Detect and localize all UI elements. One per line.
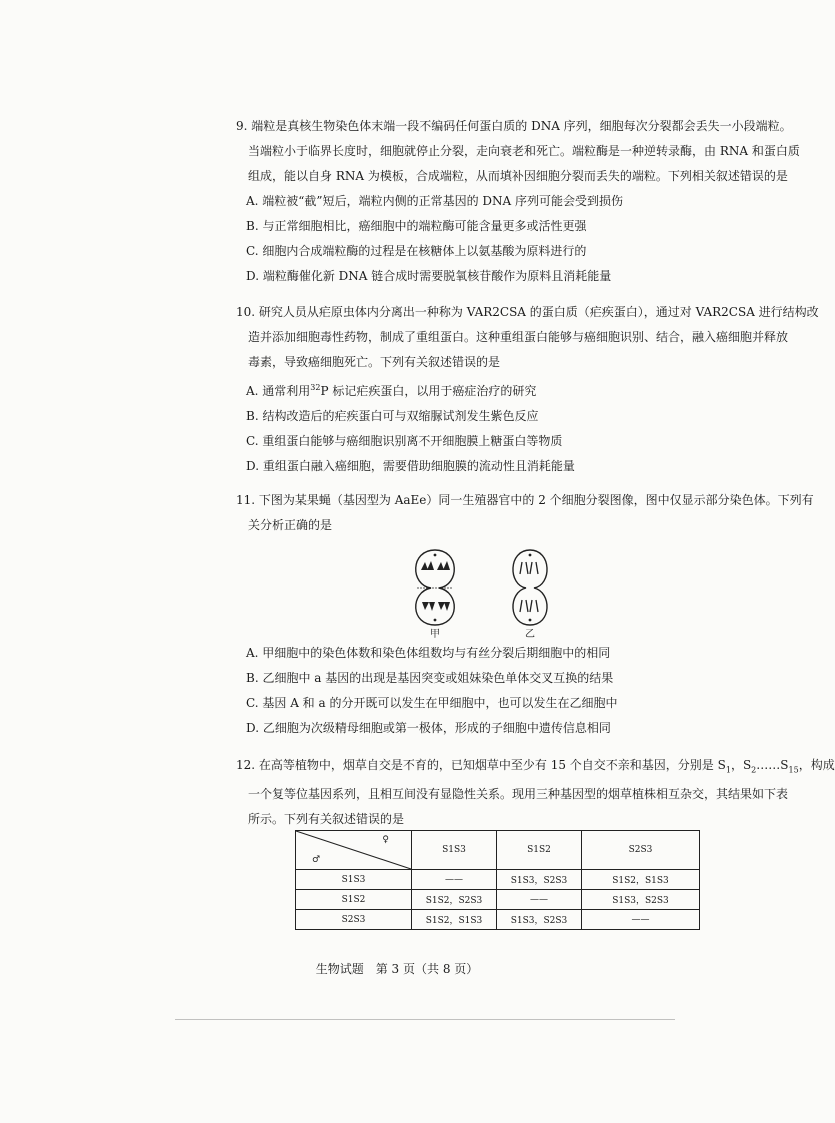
- cell-jia: [416, 550, 455, 625]
- q12-stem-line-1: [236, 753, 835, 782]
- question-12: [236, 753, 835, 832]
- row-header: S1S3: [296, 870, 412, 890]
- table-cell: ——: [497, 890, 582, 910]
- q10-stem-line-1: 10. 研究人员从疟原虫体内分离出一种称为 VAR2CSA 的蛋白质（疟疾蛋白），通过对 VAR2CSA 进行结构改: [236, 305, 819, 319]
- figure-label-yi: 乙: [525, 629, 535, 640]
- table-cell: S1S2，S2S3: [412, 890, 497, 910]
- q10-option-b: B. 结构改造后的疟疾蛋白可与双缩脲试剂发生紫色反应: [246, 409, 539, 423]
- q12-stem-line-1-mid: ，S: [730, 758, 752, 772]
- cross-result-table: [295, 830, 700, 930]
- q9-stem-line-2: 当端粒小于临界长度时，细胞就停止分裂，走向衰老和死亡。端粒酶是一种逆转录酶，由 RNA 和蛋白质: [248, 144, 800, 158]
- table-row: [296, 890, 700, 910]
- cell-division-diagram: [405, 540, 565, 640]
- cell-yi: [513, 550, 547, 625]
- table-cell: S1S3，S2S3: [582, 890, 700, 910]
- q11-option-b: B. 乙细胞中 a 基因的出现是基因突变或姐妹染色单体交叉互换的结果: [246, 671, 614, 685]
- table-cell: S1S2，S1S3: [582, 870, 700, 890]
- q11-option-a: A. 甲细胞中的染色体数和染色体组数均与有丝分裂后期细胞中的相同: [246, 646, 611, 660]
- subscript-2: 2: [751, 765, 757, 775]
- figure-label-jia: 甲: [430, 629, 440, 640]
- table-corner-header: [296, 831, 412, 870]
- question-9: [236, 114, 800, 289]
- table-cell: ——: [582, 910, 700, 930]
- q12-stem-line-3: 所示。下列有关叙述错误的是: [248, 812, 405, 827]
- table-row: [296, 870, 700, 890]
- row-header: S2S3: [296, 910, 412, 930]
- q10-option-a-pre: A. 通常利用: [246, 384, 311, 398]
- q12-stem-line-1-post: ，构成: [798, 758, 835, 772]
- q11-option-c: C. 基因 A 和 a 的分开既可以发生在甲细胞中，也可以发生在乙细胞中: [246, 696, 618, 710]
- q10-option-a-post: P 标记疟疾蛋白，以用于癌症治疗的研究: [320, 384, 537, 398]
- table-cell: S1S2，S1S3: [412, 910, 497, 930]
- table-cell: S1S3，S2S3: [497, 870, 582, 890]
- col-header-2: S1S2: [497, 831, 582, 870]
- q9-option-c: C. 细胞内合成端粒酶的过程是在核糖体上以氨基酸为原料进行的: [246, 244, 587, 258]
- scan-artifact-line: [175, 1019, 675, 1020]
- female-symbol: ♀: [382, 835, 389, 845]
- question-10: [236, 300, 819, 479]
- q10-option-c: C. 重组蛋白能够与癌细胞识别离不开细胞膜上糖蛋白等物质: [246, 434, 563, 448]
- q9-option-b: B. 与正常细胞相比，癌细胞中的端粒酶可能含量更多或活性更强: [246, 219, 587, 233]
- page-footer: 生物试题 第 3 页（共 8 页）: [315, 962, 479, 976]
- row-header: S1S2: [296, 890, 412, 910]
- q10-option-a: [236, 375, 766, 404]
- q12-stem-line-2: 一个复等位基因系列，且相互间没有显隐性关系。现用三种基因型的烟草植株相互杂交，其结果如下表: [248, 787, 789, 802]
- q9-option-a: A. 端粒被“截”短后，端粒内侧的正常基因的 DNA 序列可能会受到损伤: [246, 194, 623, 208]
- q11-stem-line-2: 关分析正确的是: [248, 518, 333, 532]
- male-symbol: ♂: [312, 855, 321, 865]
- col-header-3: S2S3: [582, 831, 700, 870]
- q10-stem-line-3: 毒素，导致癌细胞死亡。下列有关叙述错误的是: [248, 355, 501, 369]
- q11-option-d: D. 乙细胞为次级精母细胞或第一极体，形成的子细胞中遗传信息相同: [246, 721, 611, 735]
- cell-division-figure: [405, 540, 565, 640]
- isotope-superscript: 32: [310, 383, 321, 392]
- q10-stem-line-2: 造并添加细胞毒性药物，制成了重组蛋白。这种重组蛋白能够与癌细胞识别、结合，融入癌细胞并释放: [248, 330, 789, 344]
- table-cell: ——: [412, 870, 497, 890]
- table-row: [296, 910, 700, 930]
- q10-option-d: D. 重组蛋白融入癌细胞，需要借助细胞膜的流动性且消耗能量: [246, 459, 575, 473]
- q11-stem-line-1: 11. 下图为某果蝇（基因型为 AaEe）同一生殖器官中的 2 个细胞分裂图像，图中仅显示部分染色体。下列有: [236, 493, 814, 507]
- subscript-1: 1: [725, 765, 731, 775]
- question-11-options: [236, 641, 766, 741]
- col-header-1: S1S3: [412, 831, 497, 870]
- q12-stem-line-1-pre: 12. 在高等植物中，烟草自交是不育的，已知烟草中至少有 15 个自交不亲和基因，分别是 S: [236, 758, 726, 772]
- table-cell: S1S3，S2S3: [497, 910, 582, 930]
- q9-option-d: D. 端粒酶催化新 DNA 链合成时需要脱氧核苷酸作为原料且消耗能量: [246, 269, 612, 283]
- q9-stem-line-3: 组成，能以自身 RNA 为模板，合成端粒，从而填补因细胞分裂而丢失的端粒。下列相关叙述错误的是: [248, 169, 788, 183]
- subscript-15: 15: [788, 765, 799, 775]
- question-11: [236, 488, 814, 538]
- q9-stem-line-1: 9. 端粒是真核生物染色体末端一段不编码任何蛋白质的 DNA 序列，细胞每次分裂都会丢失一小段端粒。: [236, 119, 792, 133]
- q12-stem-line-1-dots: ……S: [756, 758, 789, 772]
